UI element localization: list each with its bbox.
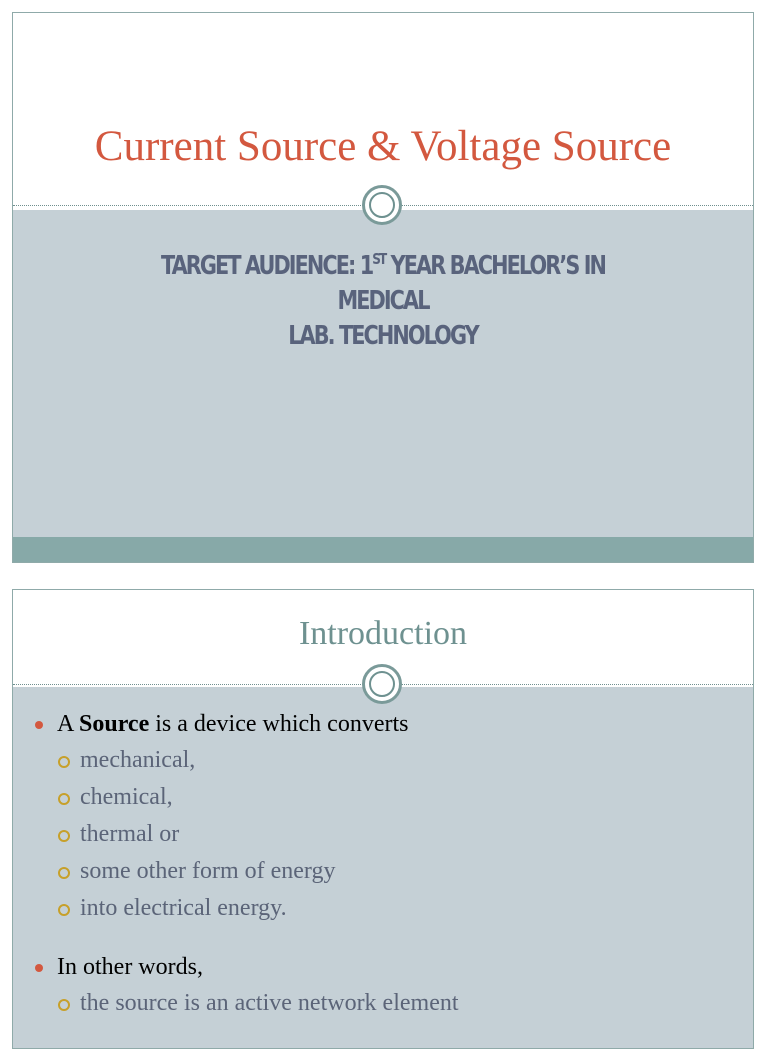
divider-circle-icon [362, 664, 402, 704]
bullet-dot-icon [35, 964, 43, 972]
sub-bullet-list [57, 742, 733, 927]
sub-bullet-item [57, 779, 733, 816]
sub-bullet-ring-icon [58, 904, 70, 916]
sub-bullet-text: thermal or [80, 821, 180, 847]
bullet-item-in-other-words [33, 952, 733, 1022]
slide-subtitle [119, 242, 647, 354]
slide-title: Introduction [298, 615, 468, 652]
bullet-dot-icon [35, 721, 43, 729]
sub-bullet-text: into electrical energy. [80, 895, 287, 921]
title-area [13, 13, 753, 205]
sub-bullet-text: chemical, [80, 784, 173, 810]
divider-circle-icon [362, 185, 402, 225]
sub-bullet-text: the source is an active network element [80, 990, 459, 1016]
sub-bullet-ring-icon [58, 830, 70, 842]
sub-bullet-item [57, 890, 733, 927]
sub-bullet-item [57, 816, 733, 853]
sub-bullet-ring-icon [58, 756, 70, 768]
sub-bullet-item [57, 742, 733, 779]
slide-title: Current Source & Voltage Source [94, 123, 672, 170]
subtitle-area [13, 210, 753, 537]
sub-bullet-item [57, 985, 733, 1022]
bullet-text-suffix: is a device which converts [149, 711, 409, 737]
subtitle-line1-prefix: TARGET AUDIENCE: 1 [160, 251, 373, 281]
sub-bullet-ring-icon [58, 793, 70, 805]
bullet-item-source-definition [33, 709, 733, 927]
subtitle-line2: LAB. TECHNOLOGY [288, 321, 478, 351]
bullet-list [33, 709, 733, 1022]
sub-bullet-text: some other form of energy [80, 858, 336, 884]
sub-bullet-item [57, 853, 733, 890]
sub-bullet-text: mechanical, [80, 747, 196, 773]
footer-band [13, 537, 753, 563]
bullet-bold-term: Source [79, 711, 150, 737]
subtitle-superscript: ST [372, 250, 386, 268]
bullet-text: In other words, [57, 954, 203, 980]
subtitle-line1-suffix: YEAR BACHELOR’S IN MEDICAL [337, 251, 606, 316]
bullet-text-prefix: A [57, 711, 80, 737]
sub-bullet-ring-icon [58, 867, 70, 879]
sub-bullet-ring-icon [58, 999, 70, 1011]
introduction-slide [12, 589, 754, 1049]
title-slide [12, 12, 754, 563]
sub-bullet-list [57, 985, 733, 1022]
